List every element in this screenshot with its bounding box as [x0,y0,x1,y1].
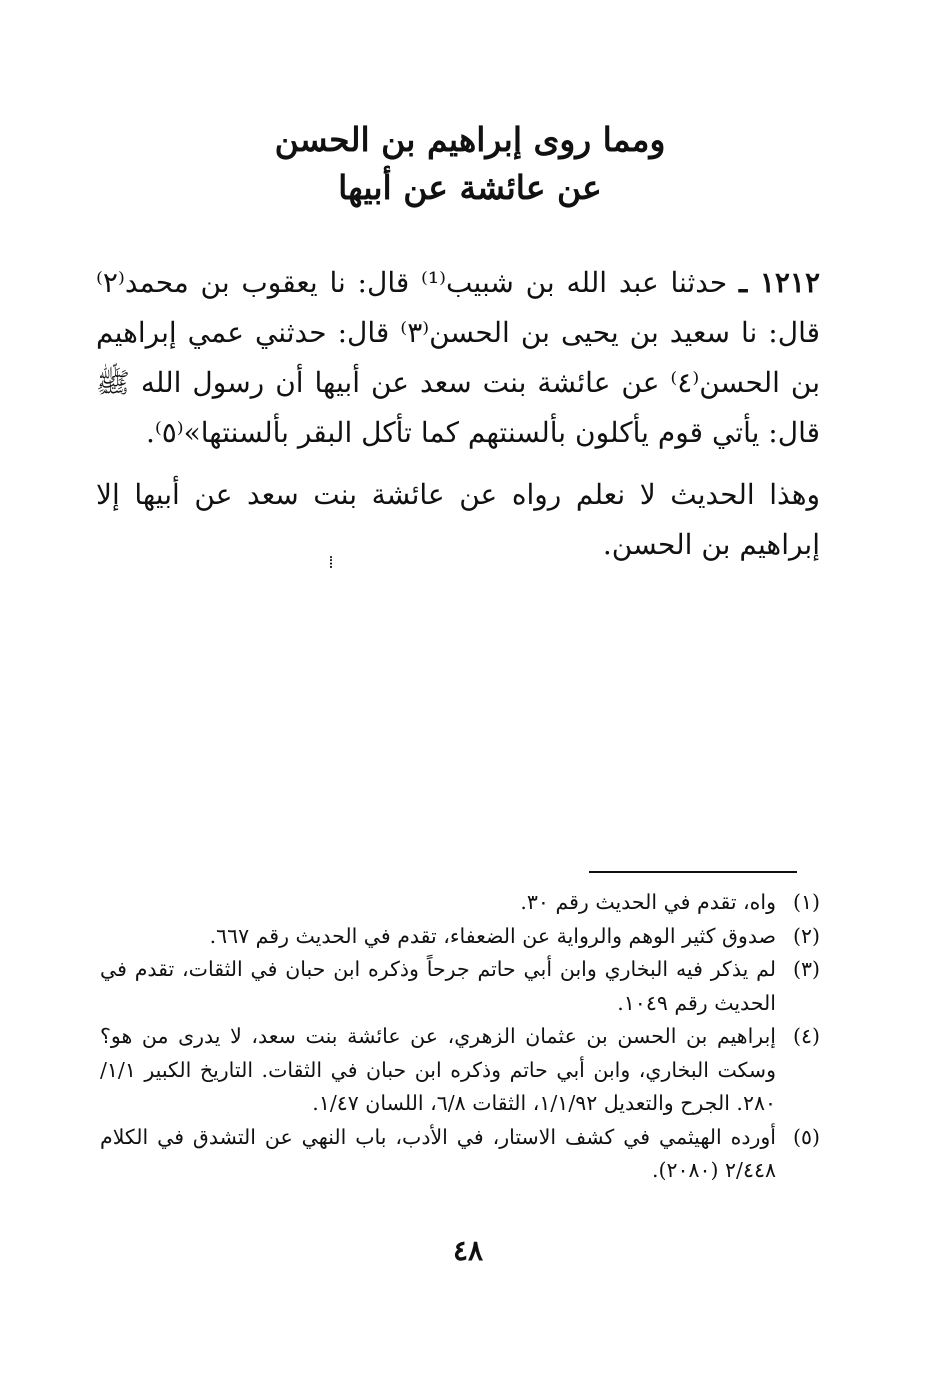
footnote-separator [589,871,797,873]
footnote-number: (٥) [792,1124,820,1149]
main-text [96,258,820,573]
footnote-text: واه، تقدم في الحديث رقم ٣٠. [520,890,776,914]
footnote [100,920,820,954]
footnote [100,953,820,1020]
hadith-number: ١٢١٢ ـ [739,266,820,299]
ornament-dots: ⁞ [328,552,334,573]
footnote-text: صدوق كثير الوهم والرواية عن الضعفاء، تقدم في الحديث رقم ٦٦٧. [209,923,776,948]
footnote-text: إبراهيم بن الحسن بن عثمان الزهري، عن عائشة بنت سعد، لا يدرى من هو؟ وسكت البخاري، وابن أبي حاتم وذكره ابن حبان في الثقات. التاريخ الكبير ١/١/ ٢٨٠. الجرح والتعديل ١/١/٩٢، الثقات ٦/٨، اللسان ١/٤٧. [100,1024,776,1115]
footnote-number: (٤) [792,1024,820,1048]
footnote [100,886,820,920]
footnote-text: أورده الهيثمي في كشف الاستار، في الأدب، باب النهي عن التشدق في الكلام ٢/٤٤٨ (٢٠٨٠). [100,1124,776,1182]
footnote [100,1020,820,1121]
footnote-number: (١) [792,890,820,914]
chapter-heading-line-2: عن عائشة عن أبيها [338,168,602,207]
footnote-number: (٣) [792,957,820,981]
footnote-text: لم يذكر فيه البخاري وابن أبي حاتم جرحاً وذكره ابن حبان في الثقات، تقدم في الحديث رقم ١٠٤٩. [100,957,776,1015]
hadith-text: حدثنا عبد الله بن شبيب⁽¹⁾ قال: نا يعقوب بن محمد⁽٢⁾ قال: نا سعيد بن يحيى بن الحسن⁽٣⁾ قال: حدثني عمي إبراهيم بن الحسن⁽٤⁾ عن عائشة بنت سعد عن أبيها أن رسول الله ﷺ قال: يأتي قوم يأكلون بألسنتهم كما تأكل البقر بألسنتها»⁽٥⁾. [96,266,820,449]
footnote-number: (٢) [792,923,820,948]
footnotes [100,886,820,1188]
hadith-comment: وهذا الحديث لا نعلم رواه عن عائشة بنت سعد عن أبيها إلا إبراهيم بن الحسن. [96,478,820,561]
footnote [100,1121,820,1188]
hadith-paragraph [96,258,820,458]
page-number: ٤٨ [452,1234,484,1267]
chapter-heading-line-1: ومما روى إبراهيم بن الحسن [274,120,666,159]
